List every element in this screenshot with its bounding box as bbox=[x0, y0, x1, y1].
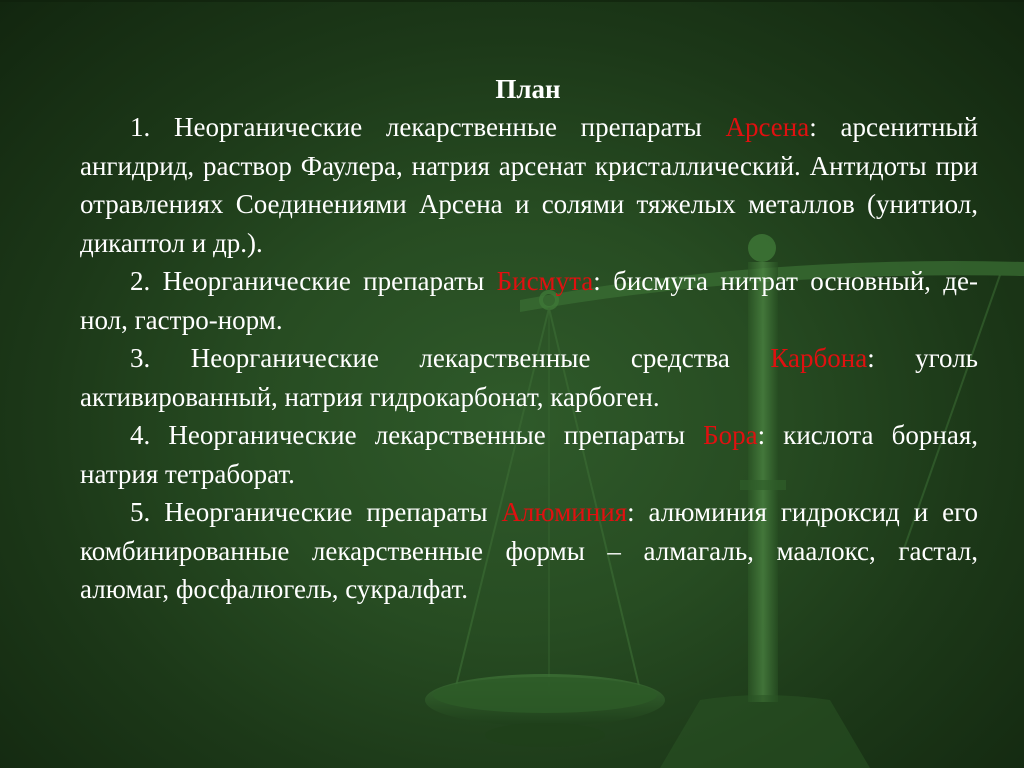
element-name-arsenic: Арсена bbox=[725, 112, 810, 142]
item-text: : кислота борная, натрия тетраборат. bbox=[80, 420, 978, 489]
plan-item-3 bbox=[80, 339, 978, 416]
item-text: 2. Неорганические препараты bbox=[130, 266, 497, 296]
plan-item-2 bbox=[80, 262, 978, 339]
slide-body bbox=[80, 70, 978, 609]
element-name-carbon: Карбона bbox=[770, 343, 868, 373]
item-text: : бисмута нитрат основный, де-нол, гастро-норм. bbox=[80, 266, 978, 335]
item-text: : уголь активированный, натрия гидрокарбонат, карбоген. bbox=[80, 343, 978, 412]
element-name-bismuth: Бисмута bbox=[496, 266, 594, 296]
item-text: 4. Неорганические лекарственные препараты bbox=[130, 420, 704, 450]
plan-item-4 bbox=[80, 416, 978, 493]
plan-item-1 bbox=[80, 108, 978, 262]
item-text: 3. Неорганические лекарственные средства bbox=[130, 343, 771, 373]
item-text: 5. Неорганические препараты bbox=[130, 497, 502, 527]
element-name-aluminium: Алюминия bbox=[501, 497, 628, 527]
item-text: : арсенитный ангидрид, раствор Фаулера, натрия арсенат кристаллический. Антидоты при отравлениях Соединениями Арсена и солями тяжелых металлов (унитиол, дикаптол и др.). bbox=[80, 112, 978, 258]
plan-title: План bbox=[495, 74, 561, 104]
item-text: 1. Неорганические лекарственные препараты bbox=[130, 112, 726, 142]
item-text: : алюминия гидроксид и его комбинированные лекарственные формы – алмагаль, маалокс, гастал, алюмаг, фосфалюгель, сукралфат. bbox=[80, 497, 978, 604]
plan-item-5 bbox=[80, 493, 978, 609]
element-name-boron: Бора bbox=[703, 420, 758, 450]
